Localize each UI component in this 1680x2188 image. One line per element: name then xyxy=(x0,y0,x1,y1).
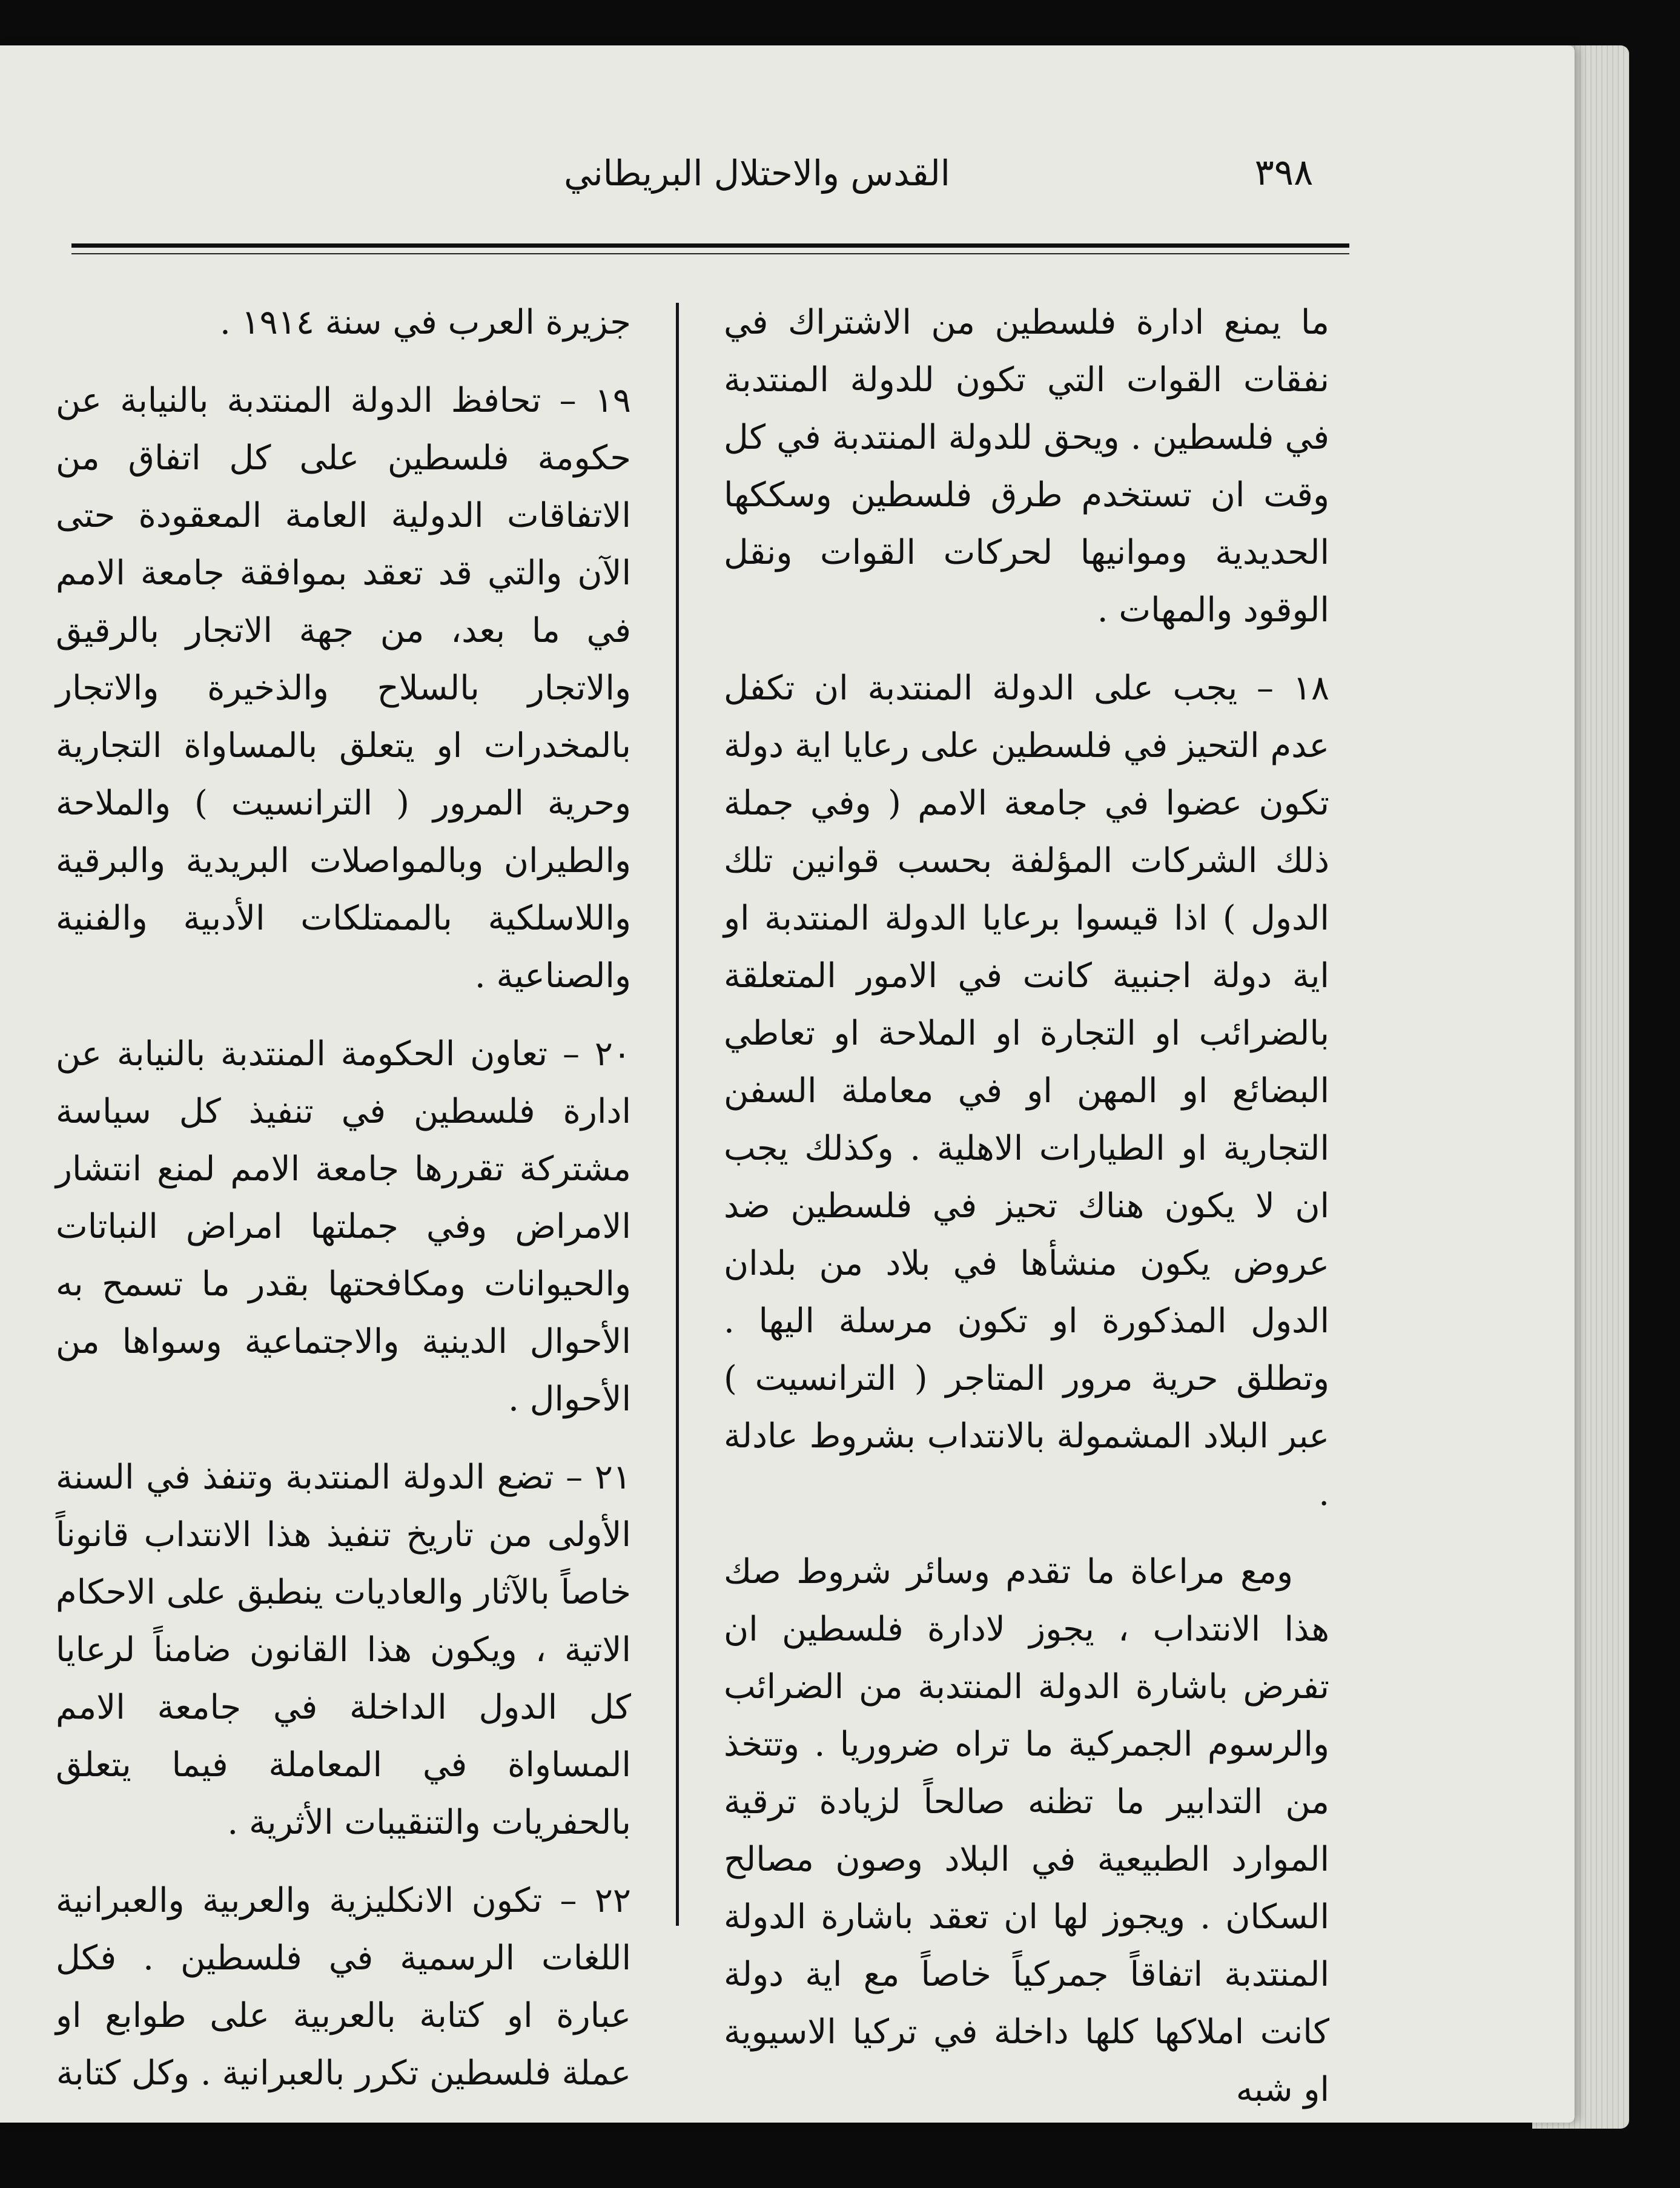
header-rule-thick xyxy=(71,243,1349,248)
article-19: ١٩ – تحافظ الدولة المنتدبة بالنيابة عن حكومة فلسطين على كل اتفاق من الاتفاقات الدولية العامة المعقودة حتى الآن والتي قد تعقد بموافقة جامعة الامم في ما بعد، من جهة الاتجار بالرقيق والاتجار بالسلاح والذخيرة والاتجار بالمخدرات او يتعلق بالمساواة التجارية وحرية المرور ( الترانسيت ) والملاحة والطيران وبالمواصلات البريدية والبرقية واللاسلكية بالممتلكات الأدبية والفنية والصناعية . xyxy=(56,381,631,996)
article-18-continued: ومع مراعاة ما تقدم وسائر شروط صك هذا الانتداب ، يجوز لادارة فلسطين ان تفرض باشارة الدولة المنتدبة من الضرائب والرسوم الجمركية ما تراه ضروريا . وتتخذ من التدابير ما تظنه صالحاً لزيادة ترقية الموارد الطبيعية في البلاد وصون مصالح السكان . ويجوز لها ان تعقد باشارة الدولة المنتدبة اتفاقاً جمركياً خاصاً مع اية دولة كانت املاكها كلها داخلة في تركيا الاسيوية او شبه xyxy=(724,1552,1329,2109)
paragraph-continuation: جزيرة العرب في سنة ١٩١٤ . xyxy=(219,303,631,342)
article-18: ١٨ – يجب على الدولة المنتدبة ان تكفل عدم التحيز في فلسطين على رعايا اية دولة تكون عضوا في جامعة الامم ( وفي جملة ذلك الشركات المؤلفة بحسب قوانين تلك الدول ) اذا قيسوا برعايا الدولة المنتدبة او اية دولة اجنبية كانت في الامور المتعلقة بالضرائب او التجارة او الملاحة او تعاطي البضائع او المهن او في معاملة السفن التجارية او الطيارات الاهلية . وكذلك يجب ان لا يكون هناك تحيز في فلسطين ضد عروض يكون منشأها في بلاد من بلدان الدول المذكورة او تكون مرسلة اليها . وتطلق حرية مرور المتاجر ( الترانسيت ) عبر البلاد المشمولة بالانتداب بشروط عادلة . xyxy=(724,669,1329,1513)
header-rule-thin xyxy=(71,253,1349,254)
running-header-title: القدس والاحتلال البريطاني xyxy=(564,153,950,194)
right-text-column xyxy=(724,294,1329,2118)
column-divider xyxy=(676,303,679,1926)
article-22: ٢٢ – تكون الانكليزية والعربية والعبرانية اللغات الرسمية في فلسطين . فكل عبارة او كتابة بالعربية على طوابع او عملة فلسطين تكرر بالعبرانية . وكل كتابة xyxy=(56,1881,631,2093)
paragraph-17-continuation: ما يمنع ادارة فلسطين من الاشتراك في نفقات القوات التي تكون للدولة المنتدبة في فلسطين . ويحق للدولة المنتدبة في كل وقت ان تستخدم طرق فلسطين وسككها الحديدية وموانيها لحركات القوات ونقل الوقود والمهات . xyxy=(724,303,1330,630)
left-text-column xyxy=(56,294,631,2102)
page-number: ٣٩٨ xyxy=(1254,151,1314,194)
article-21: ٢١ – تضع الدولة المنتدبة وتنفذ في السنة الأولى من تاريخ تنفيذ هذا الانتداب قانوناً خاصاً بالآثار والعاديات ينطبق على الاحكام الاتية ، ويكون هذا القانون ضامناً لرعايا كل الدول الداخلة في جامعة الامم المساواة في المعاملة فيما يتعلق بالحفريات والتنقيبات الأثرية . xyxy=(56,1458,631,1842)
article-20: ٢٠ – تعاون الحكومة المنتدبة بالنيابة عن ادارة فلسطين في تنفيذ كل سياسة مشتركة تقررها جامعة الامم لمنع انتشار الامراض وفي جملتها امراض النباتات والحيوانات ومكافحتها بقدر ما تسمح به الأحوال الدينية والاجتماعية وسواها من الأحوال . xyxy=(56,1034,632,1419)
